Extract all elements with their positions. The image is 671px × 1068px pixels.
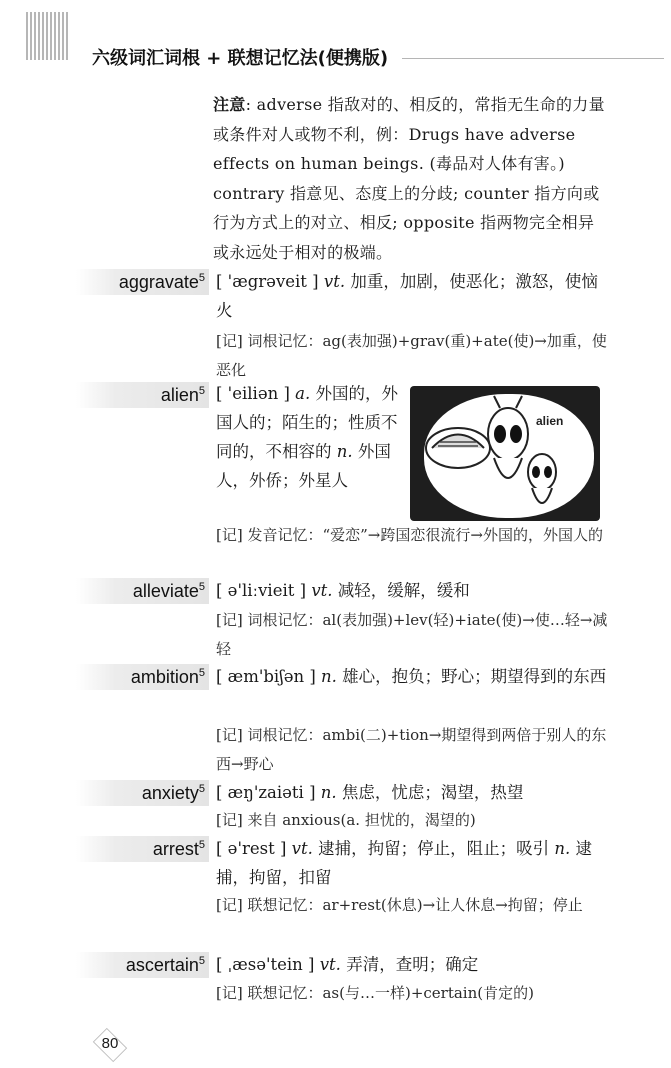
usage-note bbox=[213, 90, 607, 267]
phonetic: [ ˌæsə'tein ] bbox=[216, 955, 315, 974]
level-mark: 5 bbox=[198, 783, 205, 795]
part-of-speech: n. bbox=[321, 667, 337, 686]
part-of-speech: n. bbox=[336, 442, 353, 461]
alien-illustration bbox=[410, 386, 600, 521]
headword-ambition bbox=[76, 664, 209, 690]
note-text: : adverse 指敌对的、相反的，常指无生命的力量或条件对人或物不利，例：Drugs have adverse effects on human beings. (毒品对人体有害。) contrary 指意见、态度上的分歧; counter 指方向或行为方式上的对立、相反; opposite 指两物完全相异或永远处于相对的极端。 bbox=[213, 95, 605, 262]
memo-alleviate: [记] 词根记忆：al(表加强)+lev(轻)+iate(使)→使…轻→减轻 bbox=[216, 611, 608, 658]
meaning: 外国的，外国人的；陌生的；性质不同的，不相容的 bbox=[216, 384, 398, 461]
meaning: 逮捕，拘留，扣留 bbox=[216, 839, 592, 887]
alien-icon bbox=[410, 386, 600, 521]
header-decoration bbox=[26, 12, 68, 60]
phonetic: [ ə'rest ] bbox=[216, 839, 287, 858]
definition-ascertain bbox=[216, 950, 608, 979]
phonetic: [ æm'biʃən ] bbox=[216, 667, 316, 686]
level-mark: 5 bbox=[198, 385, 205, 397]
definition-alien bbox=[216, 379, 400, 495]
headword-text: anxiety bbox=[141, 783, 199, 803]
meaning: 外国人，外侨；外星人 bbox=[216, 442, 391, 490]
headword-alleviate bbox=[76, 578, 209, 604]
meaning: 弄清，查明；确定 bbox=[346, 955, 479, 974]
memo-ambition: [记] 词根记忆：ambi(二)+tion→期望得到两倍于别人的东西→野心 bbox=[216, 726, 607, 773]
header-title: 六级词汇词根 + 联想记忆法(便携版) bbox=[92, 48, 389, 69]
phonetic: [ 'eiliən ] bbox=[216, 384, 290, 403]
note-label: 注意 bbox=[213, 95, 246, 114]
level-mark: 5 bbox=[198, 667, 205, 679]
definition-anxiety bbox=[216, 778, 608, 807]
headword-text: ascertain bbox=[125, 955, 199, 975]
part-of-speech: a. bbox=[295, 384, 311, 403]
phonetic: [ æŋ'zaiəti ] bbox=[216, 783, 316, 802]
definition-aggravate bbox=[216, 267, 608, 325]
headword-text: ambition bbox=[130, 667, 199, 687]
level-mark: 5 bbox=[198, 839, 205, 851]
headword-aggravate bbox=[76, 269, 209, 295]
definition-alleviate bbox=[216, 576, 608, 605]
part-of-speech: vt. bbox=[311, 581, 333, 600]
image-label: alien bbox=[536, 414, 564, 428]
memo-aggravate: [记] 词根记忆：ag(表加强)+grav(重)+ate(使)→加重，使恶化 bbox=[216, 332, 607, 379]
page-header bbox=[0, 0, 671, 80]
meaning: 减轻，缓解，缓和 bbox=[337, 581, 470, 600]
phonetic: [ ə'liːvieit ] bbox=[216, 581, 307, 600]
meaning: 逮捕，拘留；停止，阻止；吸引 bbox=[318, 839, 550, 858]
phonetic: [ 'ægrəveit ] bbox=[216, 272, 319, 291]
part-of-speech: vt. bbox=[323, 272, 346, 291]
memo-alien: [记] 发音记忆：“爱恋”→跨国恋很流行→外国的，外国人的 bbox=[216, 526, 603, 544]
page-number: 80 bbox=[88, 1030, 132, 1058]
meaning: 焦虑，忧虑；渴望，热望 bbox=[341, 783, 524, 802]
memo-ascertain: [记] 联想记忆：as(与…一样)+certain(肯定的) bbox=[216, 984, 534, 1002]
headword-ascertain bbox=[76, 952, 209, 978]
level-mark: 5 bbox=[198, 581, 205, 593]
part-of-speech: n. bbox=[320, 783, 337, 802]
part-of-speech: vt. bbox=[291, 839, 313, 858]
headword-anxiety bbox=[76, 780, 209, 806]
memo-arrest: [记] 联想记忆：ar+rest(休息)→让人休息→拘留；停止 bbox=[216, 896, 583, 914]
headword-alien bbox=[76, 382, 209, 408]
headword-text: aggravate bbox=[118, 272, 199, 292]
headword-text: alleviate bbox=[132, 581, 199, 601]
header-rule bbox=[402, 58, 664, 59]
level-mark: 5 bbox=[198, 272, 205, 284]
meaning: 加重，加剧，使恶化；激怒，使恼火 bbox=[216, 272, 598, 320]
headword-text: arrest bbox=[152, 839, 199, 859]
definition-arrest bbox=[216, 834, 608, 892]
memo-anxiety: [记] 来自 anxious(a. 担忧的，渴望的) bbox=[216, 811, 476, 829]
definition-ambition bbox=[216, 662, 608, 691]
part-of-speech: vt. bbox=[319, 955, 341, 974]
level-mark: 5 bbox=[198, 955, 205, 967]
part-of-speech: n. bbox=[554, 839, 571, 858]
headword-arrest bbox=[76, 836, 209, 862]
headword-text: alien bbox=[160, 385, 199, 405]
meaning: 雄心，抱负；野心；期望得到的东西 bbox=[342, 667, 607, 686]
